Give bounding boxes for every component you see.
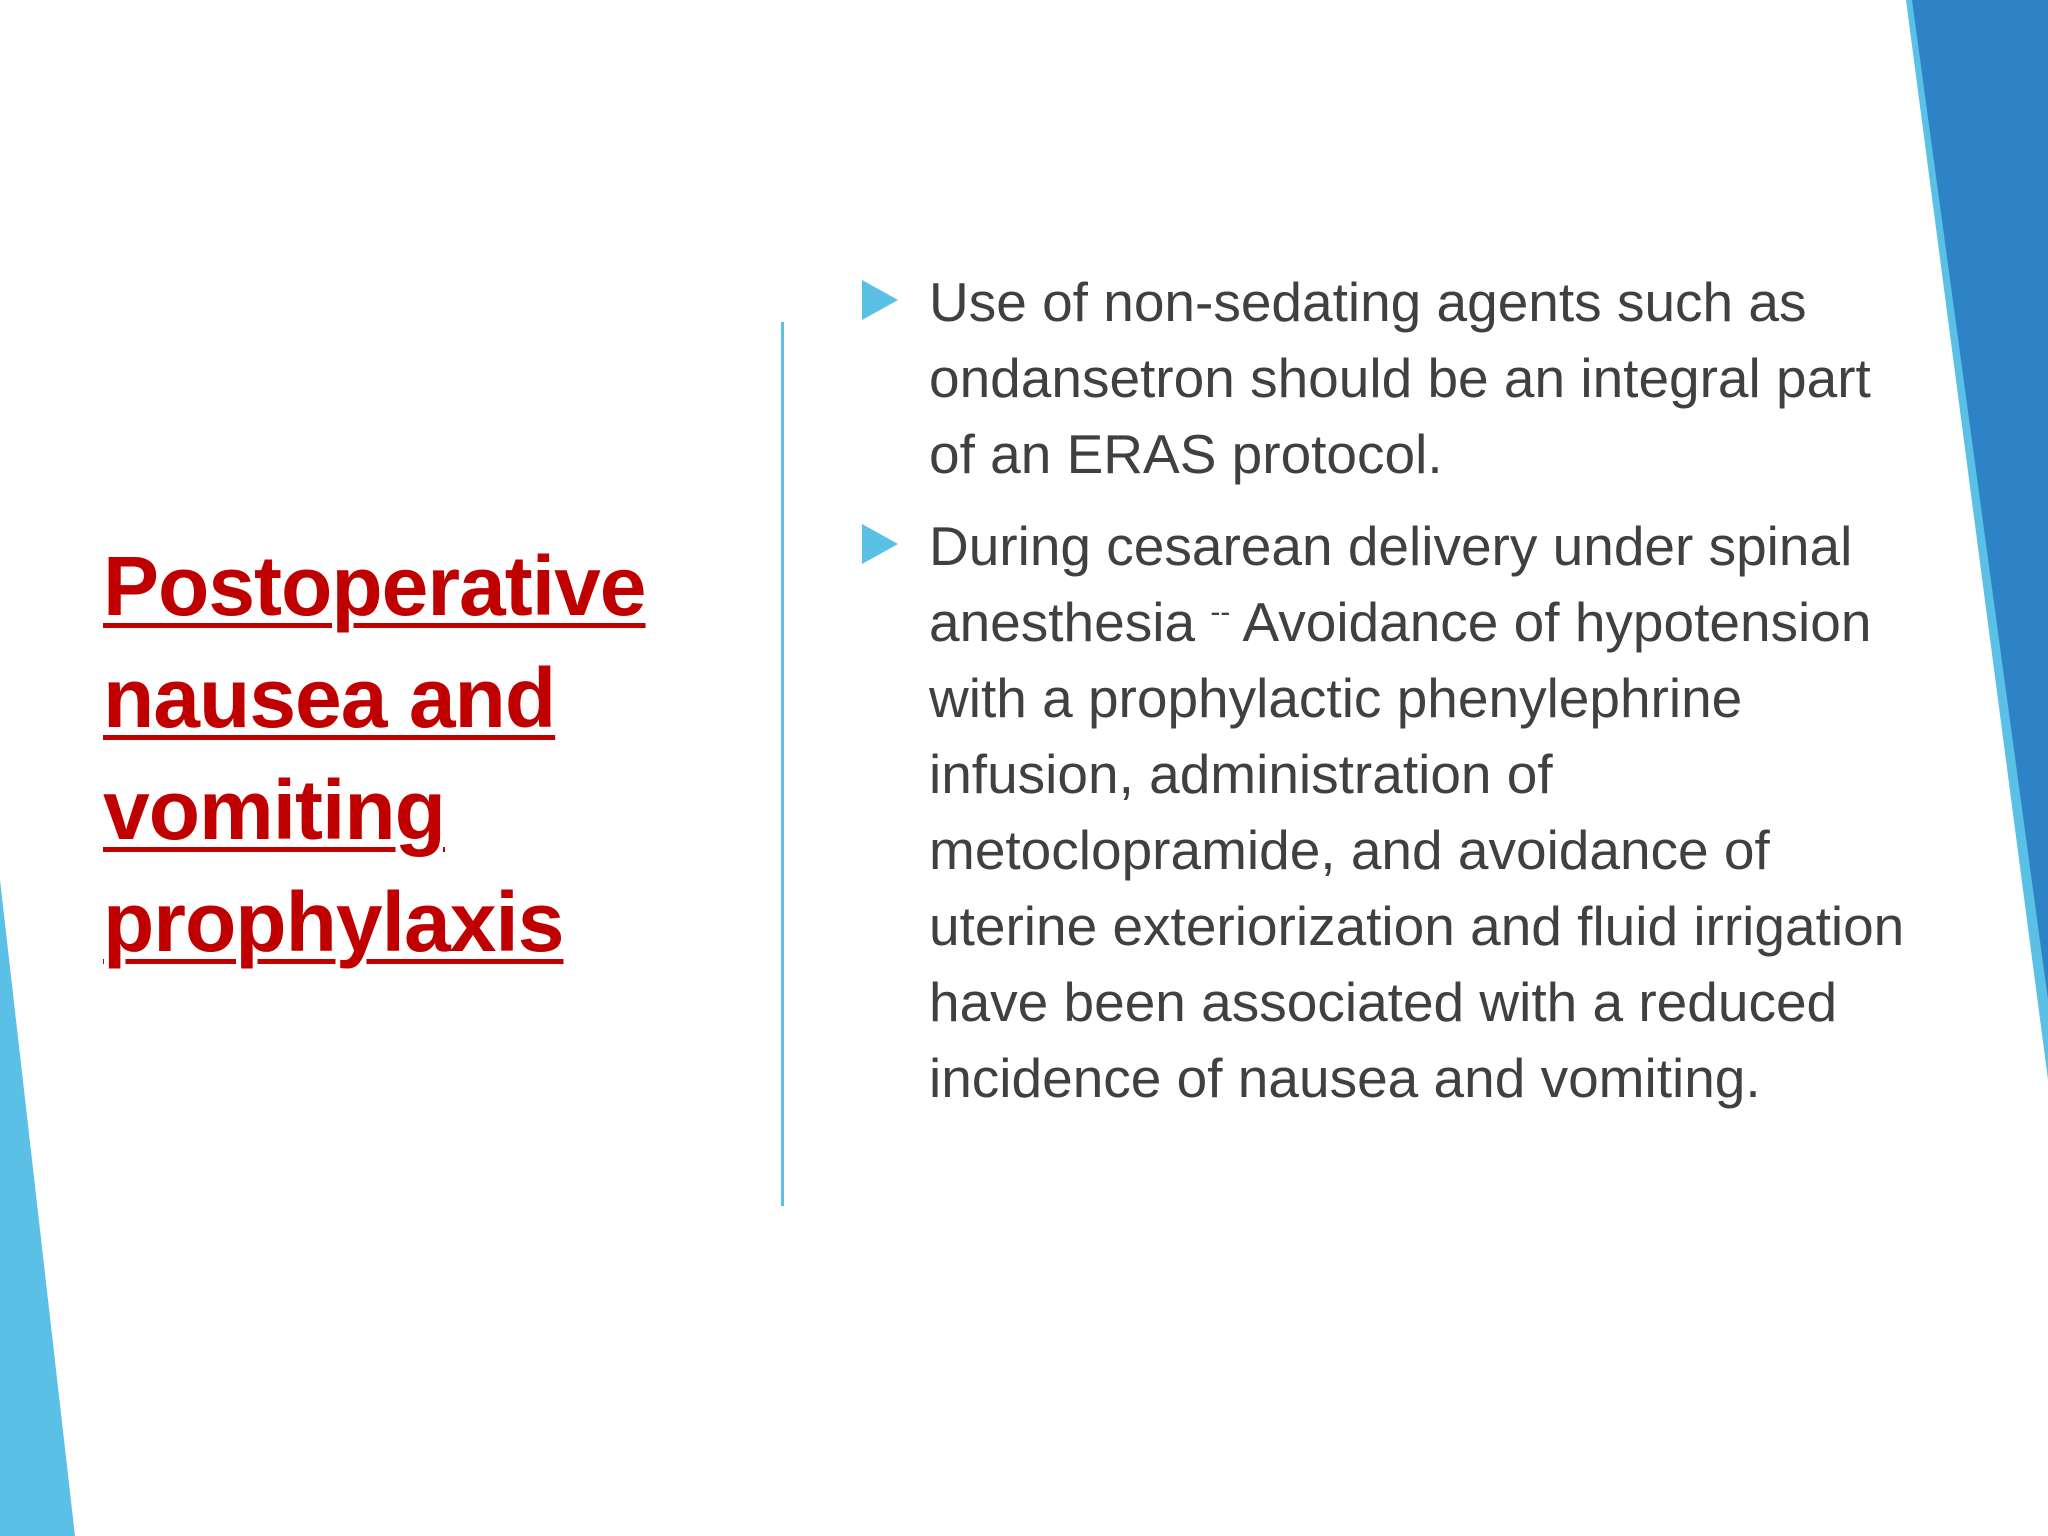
bullet-text-2-superscript: -- (1210, 595, 1231, 629)
bullet-text-2-start: During cesarean delivery under spinal anesthesia (929, 515, 1853, 653)
right-accent-band-dark (1912, 0, 2048, 1000)
triangle-right-icon (862, 280, 898, 320)
bullet-list (860, 264, 1920, 1132)
triangle-right-icon (862, 524, 898, 564)
vertical-divider (781, 322, 784, 1206)
right-accent-band-light (1906, 0, 2048, 1080)
slide-title: Postoperative nausea and vomiting prophylaxis (103, 539, 646, 969)
bullet-text-2-end: Avoidance of hypotension with a prophylactic phenylephrine infusion, administration of metoclopramide, and avoidance of uterine exteriorization and fluid irrigation have been associated with a reduced incidence of nausea and vomiting. (929, 591, 1905, 1109)
bullet-item-2 (860, 508, 1920, 1116)
left-accent-band-light (0, 880, 75, 1536)
bullet-item-1 (860, 264, 1920, 492)
bullet-text-1: Use of non-sedating agents such as ondansetron should be an integral part of an ERAS protocol. (929, 271, 1871, 485)
